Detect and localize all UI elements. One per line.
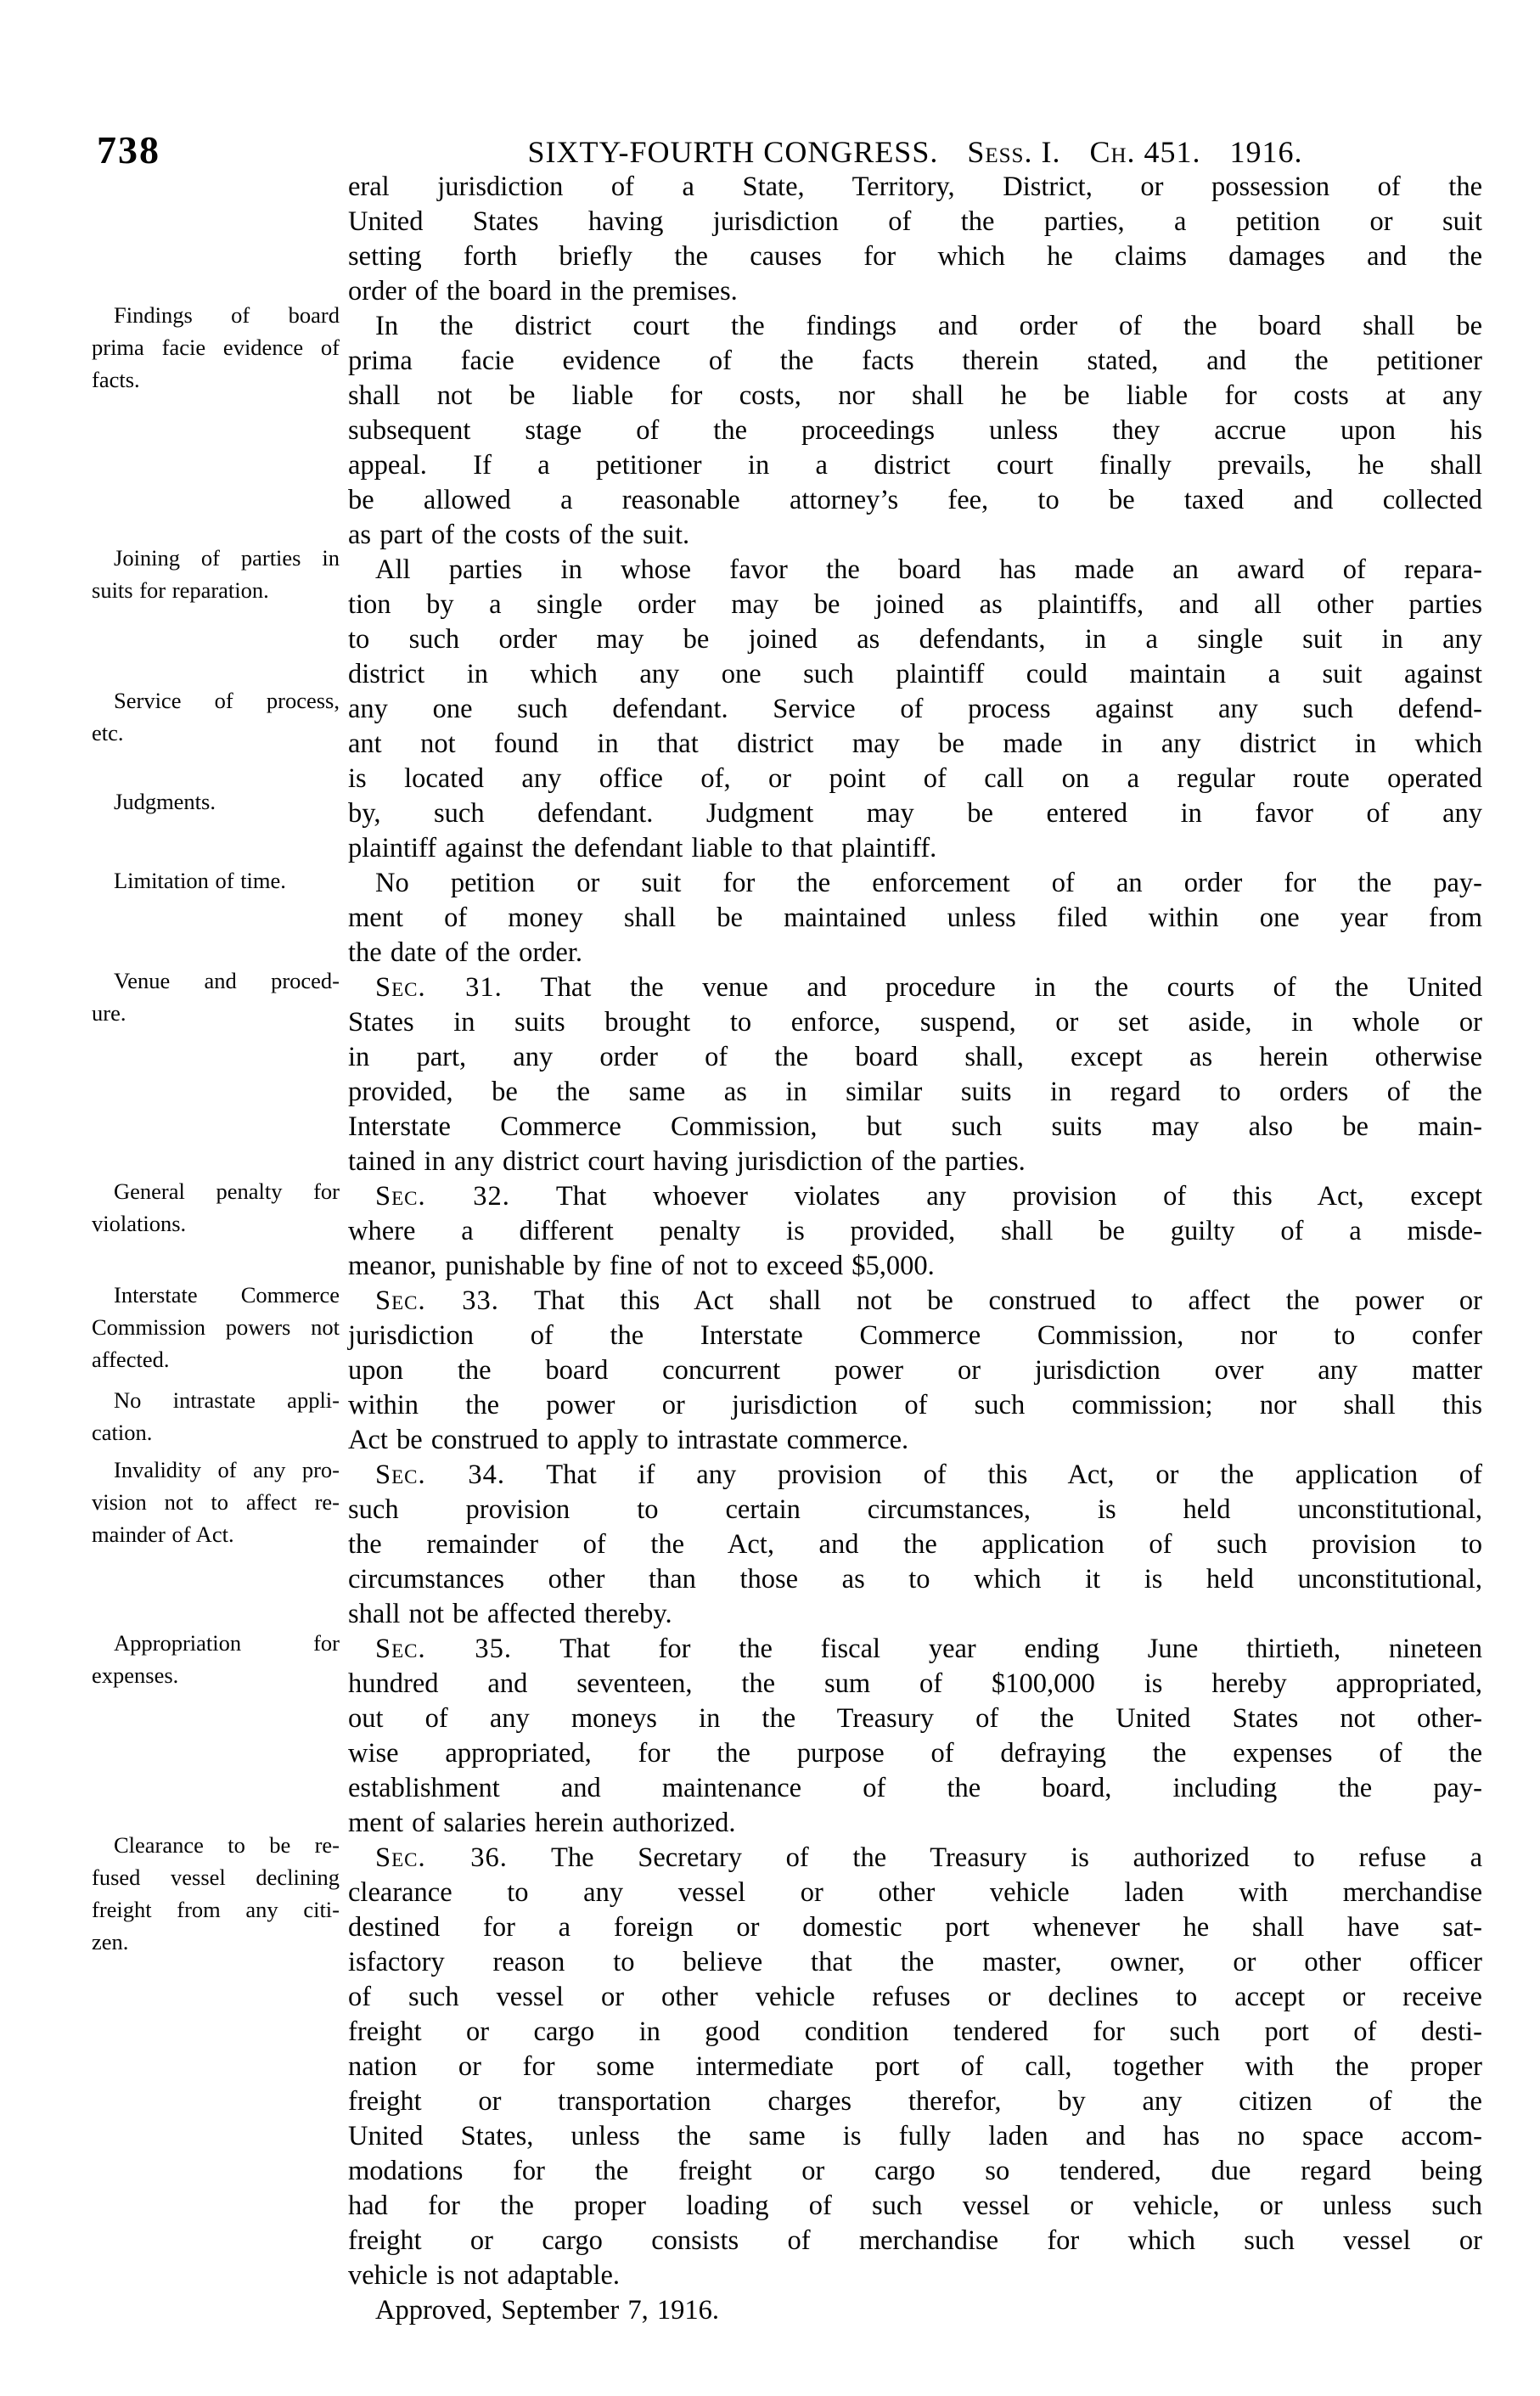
text-line: All parties in whose favor the board has made an award of repara- <box>375 554 1482 585</box>
paragraph-sec-34 <box>348 1458 1482 1632</box>
text-line: in part, any order of the board shall, except as herein otherwise <box>348 1042 1482 1072</box>
margin-note-invalidity <box>92 1454 340 1550</box>
text-line: Sec. 32. That whoever violates any provision of this Act, except <box>375 1181 1483 1212</box>
text-line: Venue and proced- <box>114 968 340 993</box>
text-line: the remainder of the Act, and the application of such provision to <box>348 1529 1482 1560</box>
running-head <box>348 134 1482 170</box>
paragraph-sec-31 <box>348 970 1482 1179</box>
text-line: upon the board concurrent power or jurisdiction over any matter <box>348 1355 1482 1386</box>
text-line: Clearance to be re- <box>114 1832 340 1858</box>
text-line: be allowed a reasonable attorney’s fee, to be taxed and collected <box>348 485 1482 515</box>
text-line: out of any moneys in the Treasury of the United States not other- <box>348 1703 1482 1734</box>
text-line: nation or for some intermediate port of call, together with the proper <box>348 2051 1482 2082</box>
running-head-session: Sess. I. <box>967 135 1061 169</box>
text-line: jurisdiction of the Interstate Commerce Commission, nor to confer <box>348 1320 1482 1351</box>
text-line: States in suits brought to enforce, suspend, or set aside, in whole or <box>348 1007 1482 1038</box>
text-line: Appropriation for <box>114 1630 340 1656</box>
text-line: Judgments. <box>114 789 216 814</box>
text-line: had for the proper loading of such vessel or vehicle, or unless such <box>348 2191 1482 2221</box>
paragraph-findings-prima-facie <box>348 309 1482 553</box>
text-line: of such vessel or other vehicle refuses or declines to accept or receive <box>348 1982 1482 2012</box>
text-line: circumstances other than those as to which it is held unconstitutional, <box>348 1564 1482 1595</box>
text-line: setting forth briefly the causes for which he claims damages and the <box>348 241 1482 272</box>
text-line: such provision to certain circumstances, is held unconstitutional, <box>348 1494 1482 1525</box>
text-line: prima facie evidence of <box>92 335 340 360</box>
section-number: Sec. 31. <box>375 972 503 1003</box>
text-line: Findings of board <box>114 302 340 328</box>
section-number: Sec. 34. <box>375 1460 506 1490</box>
text-line: General penalty for <box>114 1178 340 1204</box>
text-line: Invalidity of any pro- <box>114 1457 340 1482</box>
margin-note-service <box>92 684 340 749</box>
text-line: wise appropriated, for the purpose of defraying the expenses of the <box>348 1738 1482 1769</box>
margin-note-penalty <box>92 1175 340 1240</box>
text-line: Sec. 33. That this Act shall not be construed to affect the power or <box>375 1285 1482 1316</box>
margin-note-clearance <box>92 1829 340 1958</box>
text-line: United States, unless the same is fully laden and has no space accom- <box>348 2121 1482 2151</box>
running-head-congress: SIXTY-FOURTH CONGRESS. <box>527 135 939 169</box>
text-line: as part of the costs of the suit. <box>348 520 690 550</box>
text-line: order of the board in the premises. <box>348 276 738 307</box>
text-line: by, such defendant. Judgment may be entered in favor of any <box>348 798 1482 829</box>
text-line: the date of the order. <box>348 937 583 968</box>
text-line: cation. <box>92 1420 153 1445</box>
paragraph-joining-parties <box>348 553 1482 866</box>
margin-note-intrastate <box>92 1384 340 1448</box>
text-line: Sec. 31. That the venue and procedure in the courts of the United <box>375 972 1483 1003</box>
margin-note-venue <box>92 965 340 1029</box>
text-line: appeal. If a petitioner in a district court finally prevails, he shall <box>348 450 1482 481</box>
text-line: shall not be affected thereby. <box>348 1599 672 1629</box>
text-line: shall not be liable for costs, nor shall he be liable for costs at any <box>348 380 1482 411</box>
text-line: Sec. 36. The Secretary of the Treasury is authorized to refuse a <box>375 1842 1482 1873</box>
text-line: vehicle is not adaptable. <box>348 2260 621 2291</box>
margin-note-appropriation <box>92 1627 340 1691</box>
text-line: facts. <box>92 367 140 392</box>
page-number: 738 <box>97 128 160 172</box>
paragraph-sec-32 <box>348 1179 1482 1284</box>
text-line: isfactory reason to believe that the master, owner, or other officer <box>348 1947 1482 1977</box>
paragraph-sec-33 <box>348 1284 1482 1458</box>
text-line: Joining of parties in <box>114 545 340 571</box>
text-line: violations. <box>92 1211 187 1236</box>
section-number: Sec. 33. <box>375 1285 499 1316</box>
text-line: tion by a single order may be joined as plaintiffs, and all other parties <box>348 589 1482 620</box>
text-line: ment of salaries herein authorized. <box>348 1808 736 1838</box>
text-line: Interstate Commerce Commission, but such suits may also be main- <box>348 1111 1482 1142</box>
text-line: modations for the freight or cargo so tendered, due regard being <box>348 2156 1482 2186</box>
text-line: within the power or jurisdiction of such commission; nor shall this <box>348 1390 1482 1420</box>
text-line: subsequent stage of the proceedings unless they accrue upon his <box>348 415 1482 446</box>
text-line: meanor, punishable by fine of not to exceed $5,000. <box>348 1251 935 1281</box>
text-line: district in which any one such plaintiff could maintain a suit against <box>348 659 1482 689</box>
text-line: affected. <box>92 1347 170 1372</box>
text-line: ant not found in that district may be made in any district in which <box>348 728 1482 759</box>
text-line: is located any office of, or point of call on a regular route operated <box>348 763 1482 794</box>
text-line: prima facie evidence of the facts therein stated, and the petitioner <box>348 346 1482 376</box>
margin-note-findings <box>92 299 340 396</box>
text-line: Sec. 35. That for the fiscal year ending June thirtieth, nineteen <box>375 1634 1482 1664</box>
section-number: Sec. 36. <box>375 1842 508 1873</box>
text-line: No petition or suit for the enforcement of an order for the pay- <box>375 868 1482 898</box>
text-line: ure. <box>92 1000 126 1026</box>
text-line: any one such defendant. Service of process against any such defend- <box>348 694 1482 724</box>
text-line: Service of process, <box>114 688 340 713</box>
text-line: freight or cargo consists of merchandise for which such vessel or <box>348 2225 1482 2256</box>
text-line: tained in any district court having jurisdiction of the parties. <box>348 1146 1026 1177</box>
text-line: freight from any citi- <box>92 1897 340 1922</box>
text-line: suits for reparation. <box>92 577 269 603</box>
text-line: zen. <box>92 1929 129 1954</box>
margin-note-joining <box>92 542 340 606</box>
paragraph-sec-36 <box>348 1841 1482 2293</box>
margin-note-limitation <box>92 864 340 897</box>
text-line: establishment and maintenance of the board, including the pay- <box>348 1773 1482 1803</box>
text-line: United States having jurisdiction of the parties, a petition or suit <box>348 206 1482 237</box>
text-line: No intrastate appli- <box>114 1387 340 1413</box>
text-line: plaintiff against the defendant liable to that plaintiff. <box>348 833 937 863</box>
margin-note-icc-powers <box>92 1279 340 1375</box>
text-line: hundred and seventeen, the sum of $100,000 is hereby appropriated, <box>348 1668 1482 1699</box>
text-line: expenses. <box>92 1662 179 1688</box>
text-line: In the district court the findings and order of the board shall be <box>375 311 1482 341</box>
text-line: Approved, September 7, 1916. <box>375 2295 719 2326</box>
text-line: Interstate Commerce <box>114 1282 340 1308</box>
running-head-year: 1916. <box>1229 135 1303 169</box>
section-number: Sec. 35. <box>375 1634 512 1664</box>
text-line: Sec. 34. That if any provision of this Act, or the application of <box>375 1460 1482 1490</box>
text-line: mainder of Act. <box>92 1521 234 1547</box>
running-head-chapter: Ch. 451. <box>1089 135 1201 169</box>
body-text <box>348 170 1482 2328</box>
paragraph-limitation-of-time <box>348 866 1482 970</box>
text-line: where a different penalty is provided, shall be guilty of a misde- <box>348 1216 1482 1246</box>
paragraph-jurisdiction-continuation <box>348 170 1482 309</box>
text-line: freight or transportation charges therefor, by any citizen of the <box>348 2086 1482 2117</box>
text-line: clearance to any vessel or other vehicle laden with merchandise <box>348 1877 1482 1908</box>
text-line: destined for a foreign or domestic port whenever he shall have sat- <box>348 1912 1482 1943</box>
text-line: freight or cargo in good condition tendered for such port of desti- <box>348 2016 1482 2047</box>
approval-line <box>348 2293 1482 2328</box>
text-line: to such order may be joined as defendants, in a single suit in any <box>348 624 1482 655</box>
text-line: etc. <box>92 720 124 745</box>
paragraph-sec-35 <box>348 1632 1482 1841</box>
text-line: Act be construed to apply to intrastate commerce. <box>348 1425 909 1455</box>
text-line: Limitation of time. <box>114 868 286 893</box>
text-line: ment of money shall be maintained unless filed within one year from <box>348 903 1482 933</box>
margin-note-judgments <box>92 785 340 818</box>
text-line: vision not to affect re- <box>92 1489 340 1515</box>
text-line: fused vessel declining <box>92 1864 340 1890</box>
text-line: eral jurisdiction of a State, Territory, District, or possession of the <box>348 172 1482 202</box>
text-line: provided, be the same as in similar suits in regard to orders of the <box>348 1077 1482 1107</box>
section-number: Sec. 32. <box>375 1181 510 1212</box>
text-line: Commission powers not <box>92 1314 340 1340</box>
